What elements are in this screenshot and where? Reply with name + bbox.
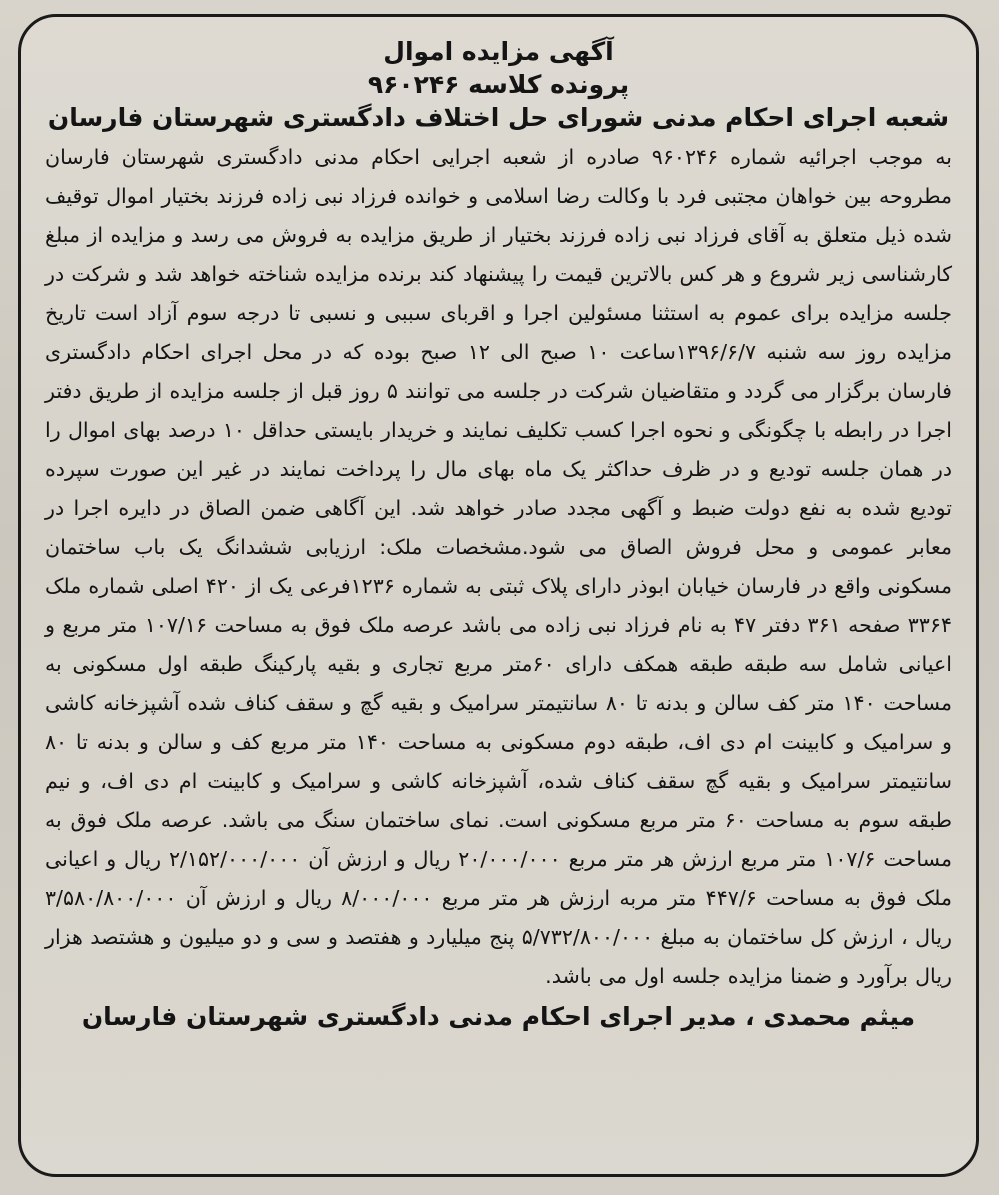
signature: میثم محمدی ، مدیر اجرای احکام مدنی دادگستری شهرستان فارسان bbox=[81, 1002, 916, 1031]
notice-title: آگهی مزایده اموال bbox=[383, 37, 614, 66]
notice-body: به موجب اجرائیه شماره ۹۶۰۲۴۶ صادره از شعبه اجرایی احکام مدنی دادگستری شهرستان فارسان مطروحه بین خواهان مجتبی فرد با وکالت رضا اسلامی و خوانده فرزاد نبی زاده فرزند بختیار اموال توقیف شده ذیل متعلق به آقای فرزاد نبی زاده فرزند بختیار از طریق مزایده به فروش می رسد و مزایده از مبلغ کارشناسی زیر شروع و هر کس بالاترین قیمت را پیشنهاد کند برنده مزایده شناخته خواهد شد و شرکت در جلسه مزایده برای عموم به استثنا مسئولین اجرا و اقربای سببی و نسبی تا درجه سوم آزاد است تاریخ مزایده روز سه شنبه ۱۳۹۶/۶/۷ساعت ۱۰ صبح الی ۱۲ صبح بوده که در محل اجرای احکام دادگستری فارسان برگزار می گردد و متقاضیان شرکت در جلسه می توانند ۵ روز قبل از جلسه مزایده از طریق دفتر اجرا در رابطه با چگونگی و نحوه اجرا کسب تکلیف نمایند و خریدار بایستی حداقل ۱۰ درصد بهای اموال را در همان جلسه تودیع و در ظرف حداکثر یک ماه بهای مال را پرداخت نمایند در غیر این صورت سپرده تودیع شده به نفع دولت ضبط و آگهی مجدد صادر خواهد شد. این آگاهی ضمن الصاق در دایره اجرا در معابر عمومی و محل فروش الصاق می شود.مشخصات ملک: ارزیابی ششدانگ یک باب ساختمان مسکونی واقع در فارسان خیابان ابوذر دارای پلاک ثبتی به شماره ۱۲۳۶فرعی یک از ۴۲۰ اصلی شماره ملک ۳۳۶۴ صفحه ۳۶۱ دفتر ۴۷ به نام فرزاد نبی زاده می باشد عرصه ملک فوق به مساحت ۱۰۷/۱۶ متر مربع و اعیانی شامل سه طبقه طبقه همکف دارای ۶۰متر مربع تجاری و بقیه پارکینگ طبقه اول مسکونی به مساحت ۱۴۰ متر کف سالن و بدنه تا ۸۰ سانتیمتر سرامیک و بقیه گچ و سقف کناف شده آشپزخانه کاشی و سرامیک و کابینت ام دی اف، طبقه دوم مسکونی به مساحت ۱۴۰ متر مربع کف و سالن و بدنه تا ۸۰ سانتیمتر سرامیک و بقیه گچ سقف کناف شده، آشپزخانه کاشی و سرامیک و کابینت ام دی اف، و نیم طبقه سوم به مساحت ۶۰ متر مربع مسکونی است. نمای ساختمان سنگ می باشد. عرصه ملک فوق به مساحت ۱۰۷/۶ متر مربع ارزش هر متر مربع ۲۰/۰۰۰/۰۰۰ ریال و ارزش آن ۲/۱۵۲/۰۰۰/۰۰۰ ریال و اعیانی ملک فوق به مساحت ۴۴۷/۶ متر مربه ارزش هر متر مربع ۸/۰۰۰/۰۰۰ ریال و ارزش آن ۳/۵۸۰/۸۰۰/۰۰۰ ریال ، ارزش کل ساختمان به مبلغ ۵/۷۳۲/۸۰۰/۰۰۰ پنج میلیارد و هفتصد و سی و دو میلیون و هشتصد هزار ریال برآورد و ضمنا مزایده جلسه اول می باشد. bbox=[45, 145, 953, 988]
notice-frame bbox=[18, 14, 979, 1177]
issuing-office: شعبه اجرای احکام مدنی شورای حل اختلاف دادگستری شهرستان فارسان bbox=[47, 103, 950, 132]
case-number: پرونده کلاسه ۹۶۰۲۴۶ bbox=[367, 70, 630, 99]
